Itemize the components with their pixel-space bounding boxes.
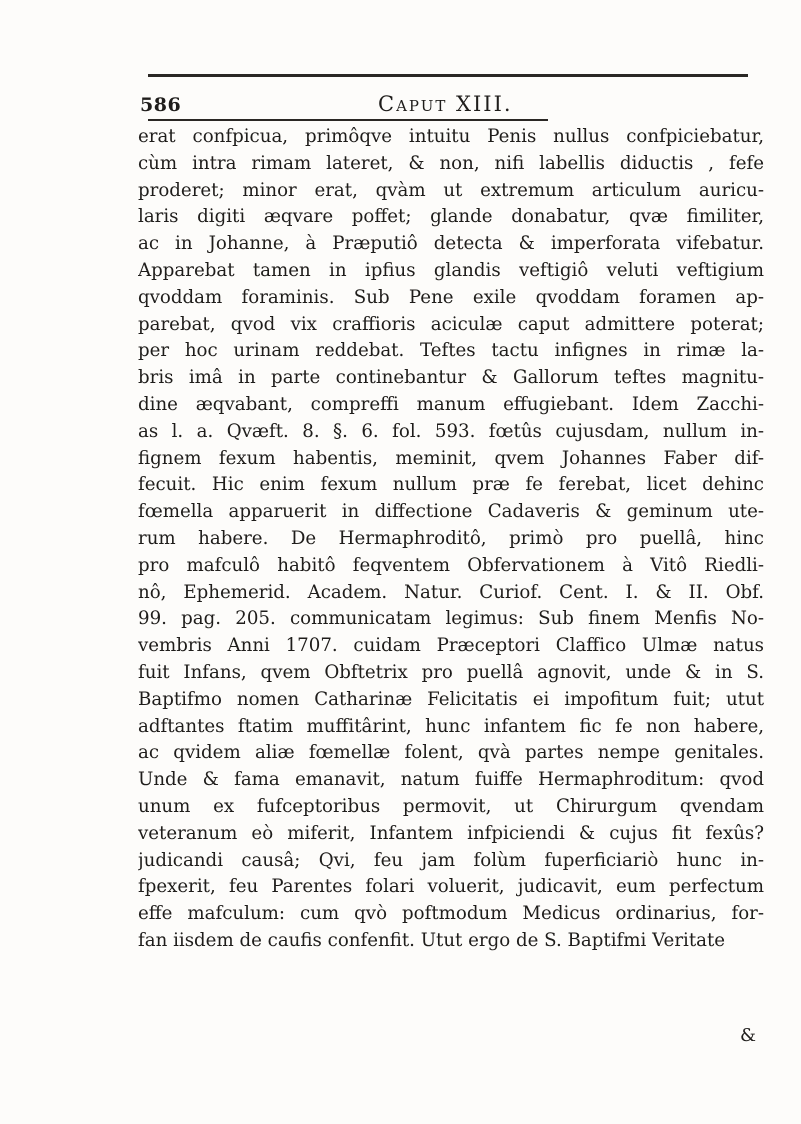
running-head: Caput XIII. [378,92,513,116]
text-line: bris imâ in parte continebantur & Gallorum teftes magnitu- [138,367,764,389]
text-line: unum ex fufceptoribus permovit, ut Chirurgum qvendam [138,795,764,817]
text-line: qvoddam foraminis. Sub Pene exile qvoddam foramen ap- [138,286,764,308]
text-line: Baptifmo nomen Catharinæ Felicitatis ei impofitum fuit; utut [138,688,764,710]
text-line: vembris Anni 1707. cuidam Præceptori Claffico Ulmæ natus [138,635,764,657]
text-line: dine æqvabant, compreffi manum effugiebant. Idem Zacchi- [138,393,764,415]
top-rule [148,74,748,77]
text-line: 99. pag. 205. communicatam legimus: Sub finem Menfis No- [138,608,764,630]
text-line: effe mafculum: cum qvò poftmodum Medicus ordinarius, for- [138,903,764,925]
text-line: per hoc urinam reddebat. Teftes tactu infignes in rimæ la- [138,340,764,362]
text-line: rum habere. De Hermaphroditô, primò pro puellâ, hinc [138,527,764,549]
page-header [140,88,760,118]
text-line: ac qvidem aliæ fœmellæ folent, qvà partes nempe genitales. [138,742,764,764]
text-line: cùm intra rimam lateret, & non, nifi labellis diductis , fefe [138,152,764,174]
text-line: erat confpicua, primôqve intuitu Penis nullus confpiciebatur, [138,126,764,147]
header-rule [148,119,548,121]
page-number: 586 [140,94,182,116]
text-line: fœmella apparuerit in diffectione Cadaveris & geminum ute- [138,501,764,523]
catchword: & [740,1025,757,1046]
text-line: parebat, qvod vix craffioris aciculæ caput admittere poterat; [138,313,764,335]
text-line: as l. a. Qvæft. 8. §. 6. fol. 593. fœtûs cujusdam, nullum in- [138,420,764,442]
body-text [138,124,764,955]
text-line: pro mafculô habitô feqventem Obfervationem à Vitô Riedli- [138,554,764,576]
text-line: adftantes ftatim muffitârint, hunc infantem fic fe non habere, [138,715,764,737]
text-line: nô, Ephemerid. Academ. Natur. Curiof. Cent. I. & II. Obf. [138,581,764,603]
text-line: ac in Johanne, à Præputiô detecta & imperforata vifebatur. [138,233,764,255]
text-line: fecuit. Hic enim fexum nullum præ fe ferebat, licet dehinc [138,474,764,496]
text-line: laris digiti æqvare poffet; glande donabatur, qvæ fimiliter, [138,206,764,228]
text-line: fpexerit, feu Parentes folari voluerit, judicavit, eum perfectum [138,876,764,898]
text-line: fuit Infans, qvem Obftetrix pro puellâ agnovit, unde & in S. [138,661,764,683]
text-line: judicandi causâ; Qvi, feu jam folùm fuperficiariò hunc in- [138,849,764,871]
text-line: Unde & fama emanavit, natum fuiffe Hermaphroditum: qvod [138,769,764,791]
text-line: proderet; minor erat, qvàm ut extremum articulum auricu- [138,179,764,201]
text-line: fan iisdem de caufis confenfit. Utut ergo de S. Baptifmi Veritate [138,929,726,951]
text-line: fignem fexum habentis, meminit, qvem Johannes Faber dif- [138,447,764,469]
text-line: veteranum eò miferit, Infantem infpiciendi & cujus fit fexûs? [138,822,764,844]
text-line: Apparebat tamen in ipfius glandis veftigiô veluti veftigium [138,259,764,281]
